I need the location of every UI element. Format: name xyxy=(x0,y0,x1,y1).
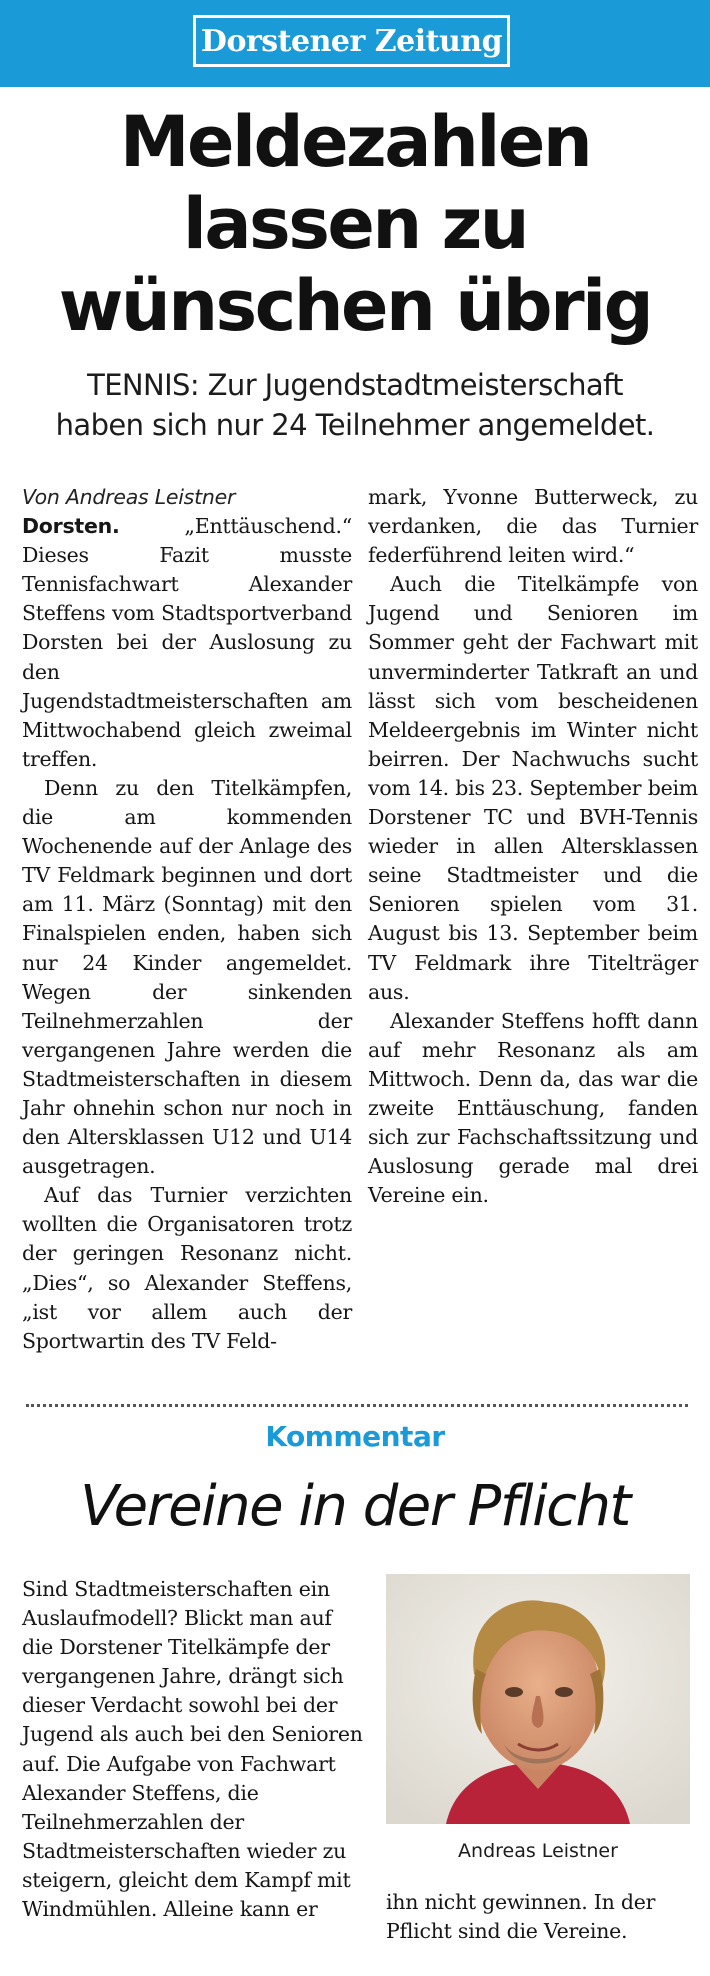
article-column-2 xyxy=(368,483,698,1356)
kommentar-column-2 xyxy=(386,1888,690,1946)
kommentar-paragraph: Sind Stadtmeisterschaften ein Auslaufmodell? Blickt man auf die Dorstener Titelkämpfe der vergangenen Jahre, drängt sich dieser Verdacht sowohl bei der Jugend als auch bei den Senioren auf. Die Aufgabe von Fachwart Alexander Steffens, die Teilnehmerzahlen der Stadtmeisterschaften wieder zu steigern, gleicht dem Kampf mit Windmühlen. Alleine kann er xyxy=(22,1577,363,1922)
article-subheadline xyxy=(20,365,690,445)
article-paragraph: Auch die Titelkämpfe von Jugend und Senioren im Sommer geht der Fachwart mit unverminderter Tatkraft an und lässt sich vom bescheidenen Meldeergebnis im Winter nicht beirren. Der Nachwuchs sucht vom 14. bis 23. September beim Dorstener TC und BVH-Tennis wieder in allen Altersklassen seine Stadtmeister und die Senioren spielen vom 31. August bis 13. September beim TV Feldmark ihre Titelträger aus. xyxy=(368,572,698,1004)
article-body xyxy=(22,483,698,1356)
author-portrait-photo xyxy=(386,1574,690,1824)
masthead-bar xyxy=(0,0,710,87)
article-paragraph: Auf das Turnier verzichten wollten die Organisatoren trotz der geringen Resonanz nicht. „Dies“, so Alexander Steffens, „ist vor allem auch der Sportwartin des TV Feld- xyxy=(22,1183,352,1353)
article-dateline: Dorsten. xyxy=(22,514,120,539)
kommentar-paragraph: ihn nicht gewinnen. In der Pflicht sind die Vereine. xyxy=(386,1890,656,1944)
section-divider xyxy=(26,1404,688,1407)
newspaper-logo: Dorstener Zeitung xyxy=(193,15,510,67)
kommentar-column-1 xyxy=(22,1575,367,1924)
article-paragraph: mark, Yvonne Butterweck, zu verdanken, die das Turnier federführend leiten wird.“ xyxy=(368,485,698,568)
headline-line-1: Meldezahlen xyxy=(119,101,591,183)
article-column-1 xyxy=(22,483,352,1356)
subhead-line-2: haben sich nur 24 Teilnehmer angemeldet. xyxy=(55,408,655,442)
article-paragraph-text: „Enttäuschend.“ Dieses Fazit musste Tennisfachwart Alexander Steffens vom Stadtsportverband Dorsten bei der Auslosung zu den Jugendstadtmeisterschaften am Mittwochabend gleich zweimal treffen. xyxy=(22,514,352,771)
article-paragraph: Alexander Steffens hofft dann auf mehr Resonanz als am Mittwoch. Denn da, das war die zweite Enttäuschung, fanden sich zur Fachschaftssitzung und Auslosung gerade mal drei Vereine ein. xyxy=(368,1008,698,1208)
article-paragraph xyxy=(22,512,352,774)
headline-line-3: wünschen übrig xyxy=(58,265,652,347)
subhead-line-1: TENNIS: Zur Jugendstadtmeisterschaft xyxy=(87,368,623,402)
article-paragraph: Denn zu den Titelkämpfen, die am kommenden Wochenende auf der Anlage des TV Feldmark beginnen und dort am 11. März (Sonntag) mit den Finalspielen enden, haben sich nur 24 Kinder angemeldet. Wegen der sinkenden Teilnehmerzahlen der vergangenen Jahre werden die Stadtmeisterschaften in diesem Jahr ohnehin schon nur noch in den Altersklassen U12 und U14 ausgetragen. xyxy=(22,775,352,1179)
kommentar-label: Kommentar xyxy=(265,1420,445,1453)
kommentar-title: Vereine in der Pflicht xyxy=(80,1474,630,1539)
author-portrait-illustration xyxy=(386,1574,690,1824)
headline-line-2: lassen zu xyxy=(182,183,528,265)
article-byline: Von Andreas Leistner xyxy=(22,485,236,509)
article-headline xyxy=(0,101,710,347)
photo-caption: Andreas Leistner xyxy=(458,1840,618,1862)
